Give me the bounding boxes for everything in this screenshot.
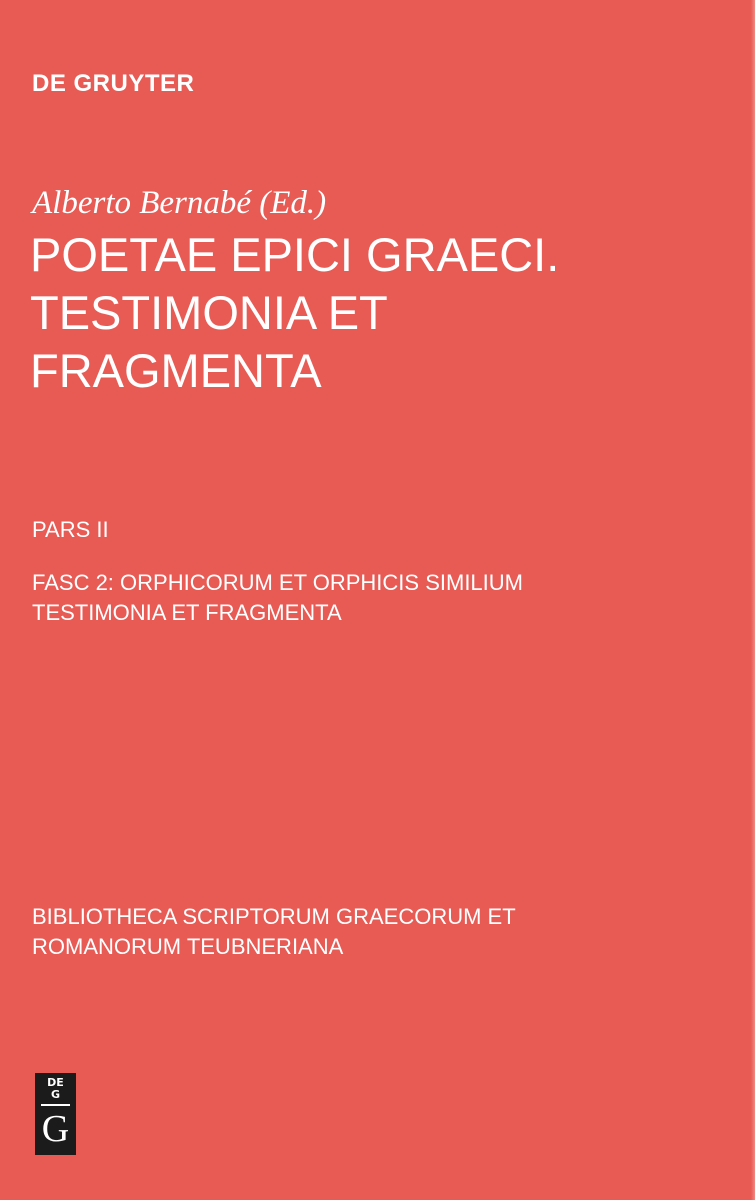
logo-top-line: G [50,1088,61,1101]
cover-edge [751,0,755,1200]
logo-top-line: DE [47,1076,64,1089]
de-gruyter-logo-icon [35,1073,76,1155]
logo-letter: G [41,1108,70,1150]
series-name [32,902,732,962]
logo-divider [41,1104,70,1106]
book-title [30,226,730,400]
logo-top-text [35,1077,76,1101]
title-line: FRAGMENTA [30,344,322,397]
part-label: PARS II [32,517,109,542]
series-line: ROMANORUM TEUBNERIANA [32,934,344,959]
editor-name: Alberto Bernabé (Ed.) [32,185,327,221]
series-line: BIBLIOTHECA SCRIPTORUM GRAECORUM ET [32,904,516,929]
publisher-name: DE GRUYTER [32,70,195,97]
title-line: TESTIMONIA ET [30,286,388,339]
title-line: POETAE EPICI GRAECI. [30,228,560,281]
fascicle-line: TESTIMONIA ET FRAGMENTA [32,600,342,625]
fascicle-subtitle [32,568,732,628]
fascicle-line: FASC 2: ORPHICORUM ET ORPHICIS SIMILIUM [32,570,523,595]
